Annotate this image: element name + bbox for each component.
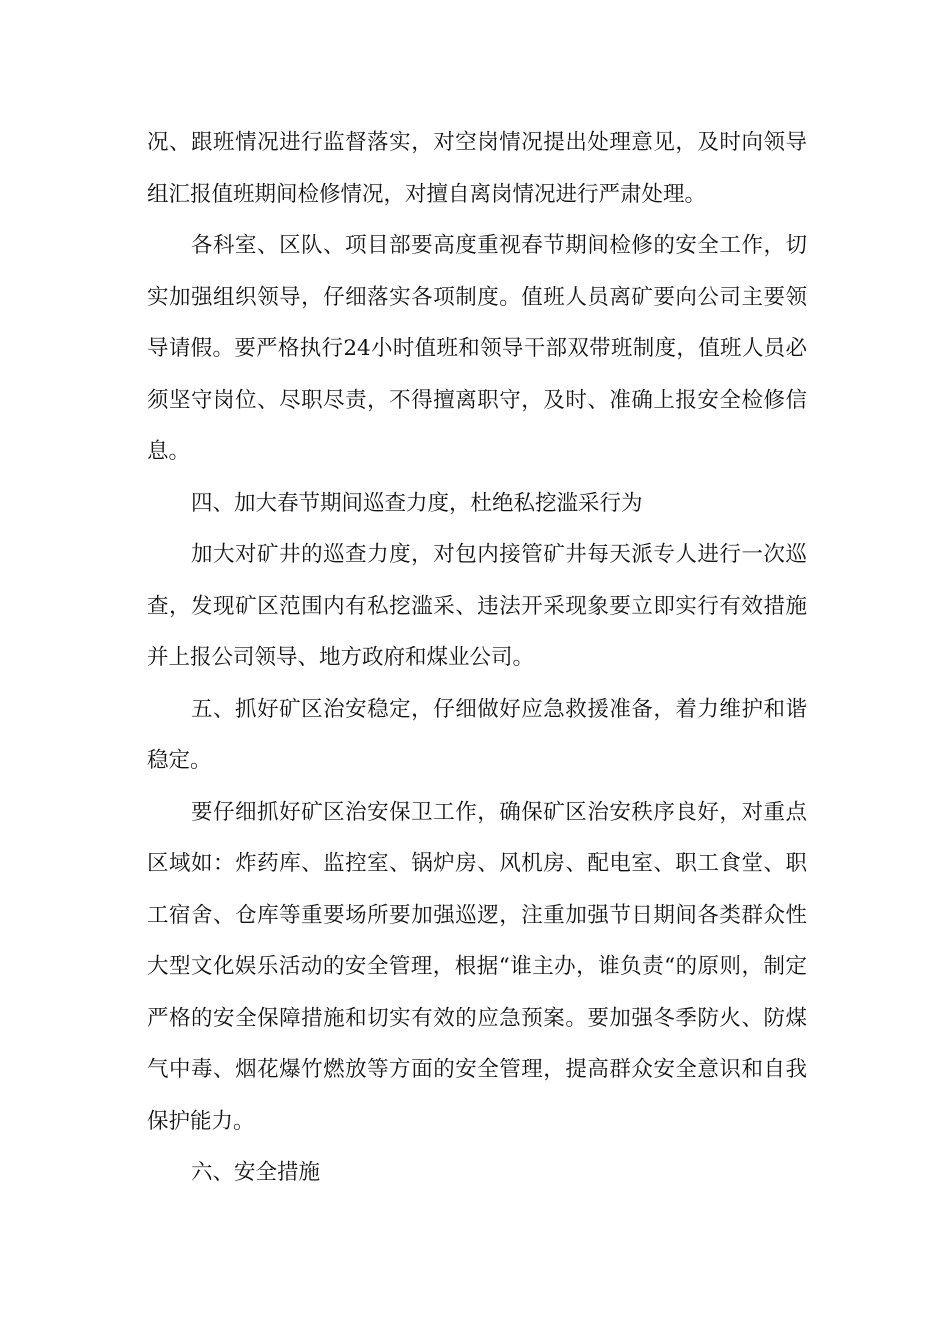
document-body xyxy=(147,117,807,1199)
paragraph-patrol: 加大对矿井的巡查力度，对包内接管矿井每天派专人进行一次巡查，发现矿区范围内有私挖滥采、违法开采现象要立即实行有效措施并上报公司领导、地方政府和煤业公司。 xyxy=(147,542,807,670)
section-heading-4: 四、加大春节期间巡查力度，杜绝私挖滥采行为 xyxy=(191,490,643,516)
paragraph-continuation: 况、跟班情况进行监督落实，对空岗情况提出处理意见，及时向领导组汇报值班期间检修情况，对擅自离岗情况进行严肃处理。 xyxy=(147,130,807,207)
paragraph-security: 要仔细抓好矿区治安保卫工作，确保矿区治安秩序良好，对重点区域如：炸药库、监控室、锅炉房、风机房、配电室、职工食堂、职工宿舍、仓库等重要场所要加强巡逻，注重加强节日期间各类群众性大型文化娱乐活动的安全管理，根据“谁主办，谁负责“的原则，制定严格的安全保障措施和切实有效的应急预案。要加强冬季防火、防煤气中毒、烟花爆竹燃放等方面的安全管理，提高群众安全意识和自我保护能力。 xyxy=(147,799,807,1134)
paragraph-duty-requirements: 各科室、区队、项目部要高度重视春节期间检修的安全工作，切实加强组织领导，仔细落实各项制度。值班人员离矿要向公司主要领导请假。要严格执行24小时值班和领导干部双带班制度，值班人员必须坚守岗位、尽职尽责，不得擅离职守，及时、准确上报安全检修信息。 xyxy=(147,233,807,464)
section-heading-6: 六、安全措施 xyxy=(191,1160,321,1185)
section-heading-5: 五、抓好矿区治安稳定，仔细做好应急救援准备，着力维护和谐稳定。 xyxy=(147,696,807,773)
